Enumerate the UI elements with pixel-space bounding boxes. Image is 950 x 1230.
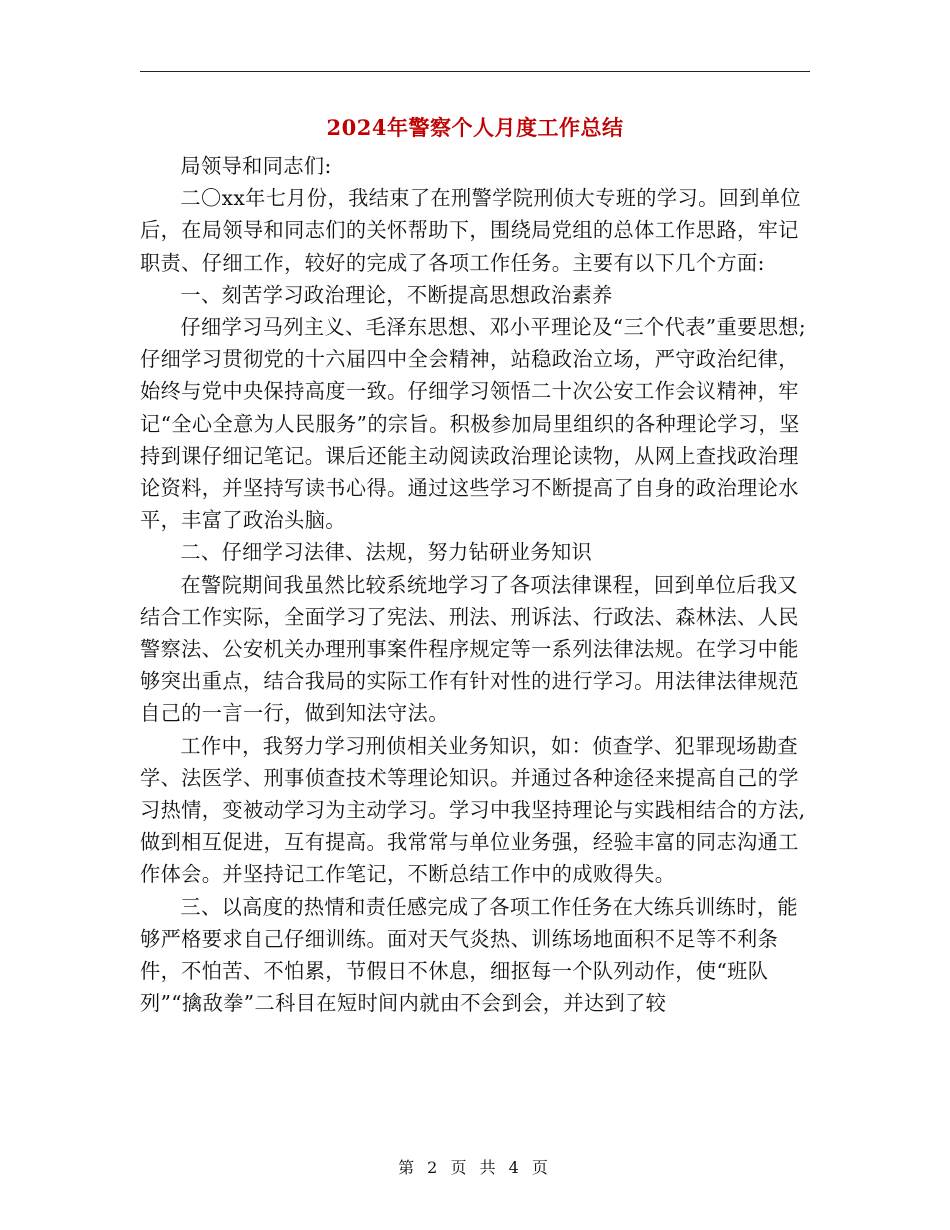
paragraph-skills: 工作中，我努力学习刑侦相关业务知识，如：侦查学、犯罪现场勘查学、法医学、刑事侦查技术等理论知识。并通过各种途径来提高自己的学习热情，变被动学习为主动学习。学习中我坚持理论与实践相结合的方法,做到相互促进，互有提高。我常常与单位业务强，经验丰富的同志沟通工作体会。并坚持记工作笔记，不断总结工作中的成败得失。 [140,733,806,887]
page-number-footer: 第 2 页 共 4 页 [398,1158,552,1177]
paragraph-law: 在警院期间我虽然比较系统地学习了各项法律课程，回到单位后我又结合工作实际，全面学习了宪法、刑法、刑诉法、行政法、森林法、人民警察法、公安机关办理刑事案件程序规定等一系列法律法规。在学习中能够突出重点，结合我局的实际工作有针对性的进行学习。用法律法律规范自己的一言一行，做到知法守法。 [140,572,799,726]
paragraph-tasks: 三、以高度的热情和责任感完成了各项工作任务在大练兵训练时，能够严格要求自己仔细训练。面对天气炎热、训练场地面积不足等不利条件，不怕苦、不怕累，节假日不休息，细抠每一个队列动作，使“班队列”“擒敌拳”二科目在短时间内就由不会到会，并达到了较 [140,894,799,1016]
paragraph-intro: 二〇xx年七月份，我结束了在刑警学院刑侦大专班的学习。回到单位后，在局领导和同志们的关怀帮助下，围绕局党组的总体工作思路，牢记职责、仔细工作，较好的完成了各项工作任务。主要有以下几个方面: [140,186,802,275]
section-heading-1: 一、刻苦学习政治理论，不断提高思想政治素养 [180,282,613,307]
section-heading-2: 二、仔细学习法律、法规，努力钻研业务知识 [180,540,593,565]
paragraph-politics: 仔细学习马列主义、毛泽东思想、邓小平理论及“三个代表”重要思想;仔细学习贯彻党的十六届四中全会精神，站稳政治立场，严守政治纪律，始终与党中央保持高度一致。仔细学习领悟二十次公安工作会议精神，牢记“全心全意为人民服务”的宗旨。积极参加局里组织的各种理论学习，坚持到课仔细记笔记。课后还能主动阅读政治理论读物，从网上查找政治理论资料，并坚持写读书心得。通过这些学习不断提高了自身的政治理论水平，丰富了政治头脑。 [140,315,807,533]
header-rule [140,71,810,72]
salutation: 局领导和同志们: [180,154,332,178]
document-body [140,150,812,1019]
document-title: 2024年警察个人月度工作总结 [326,115,624,140]
